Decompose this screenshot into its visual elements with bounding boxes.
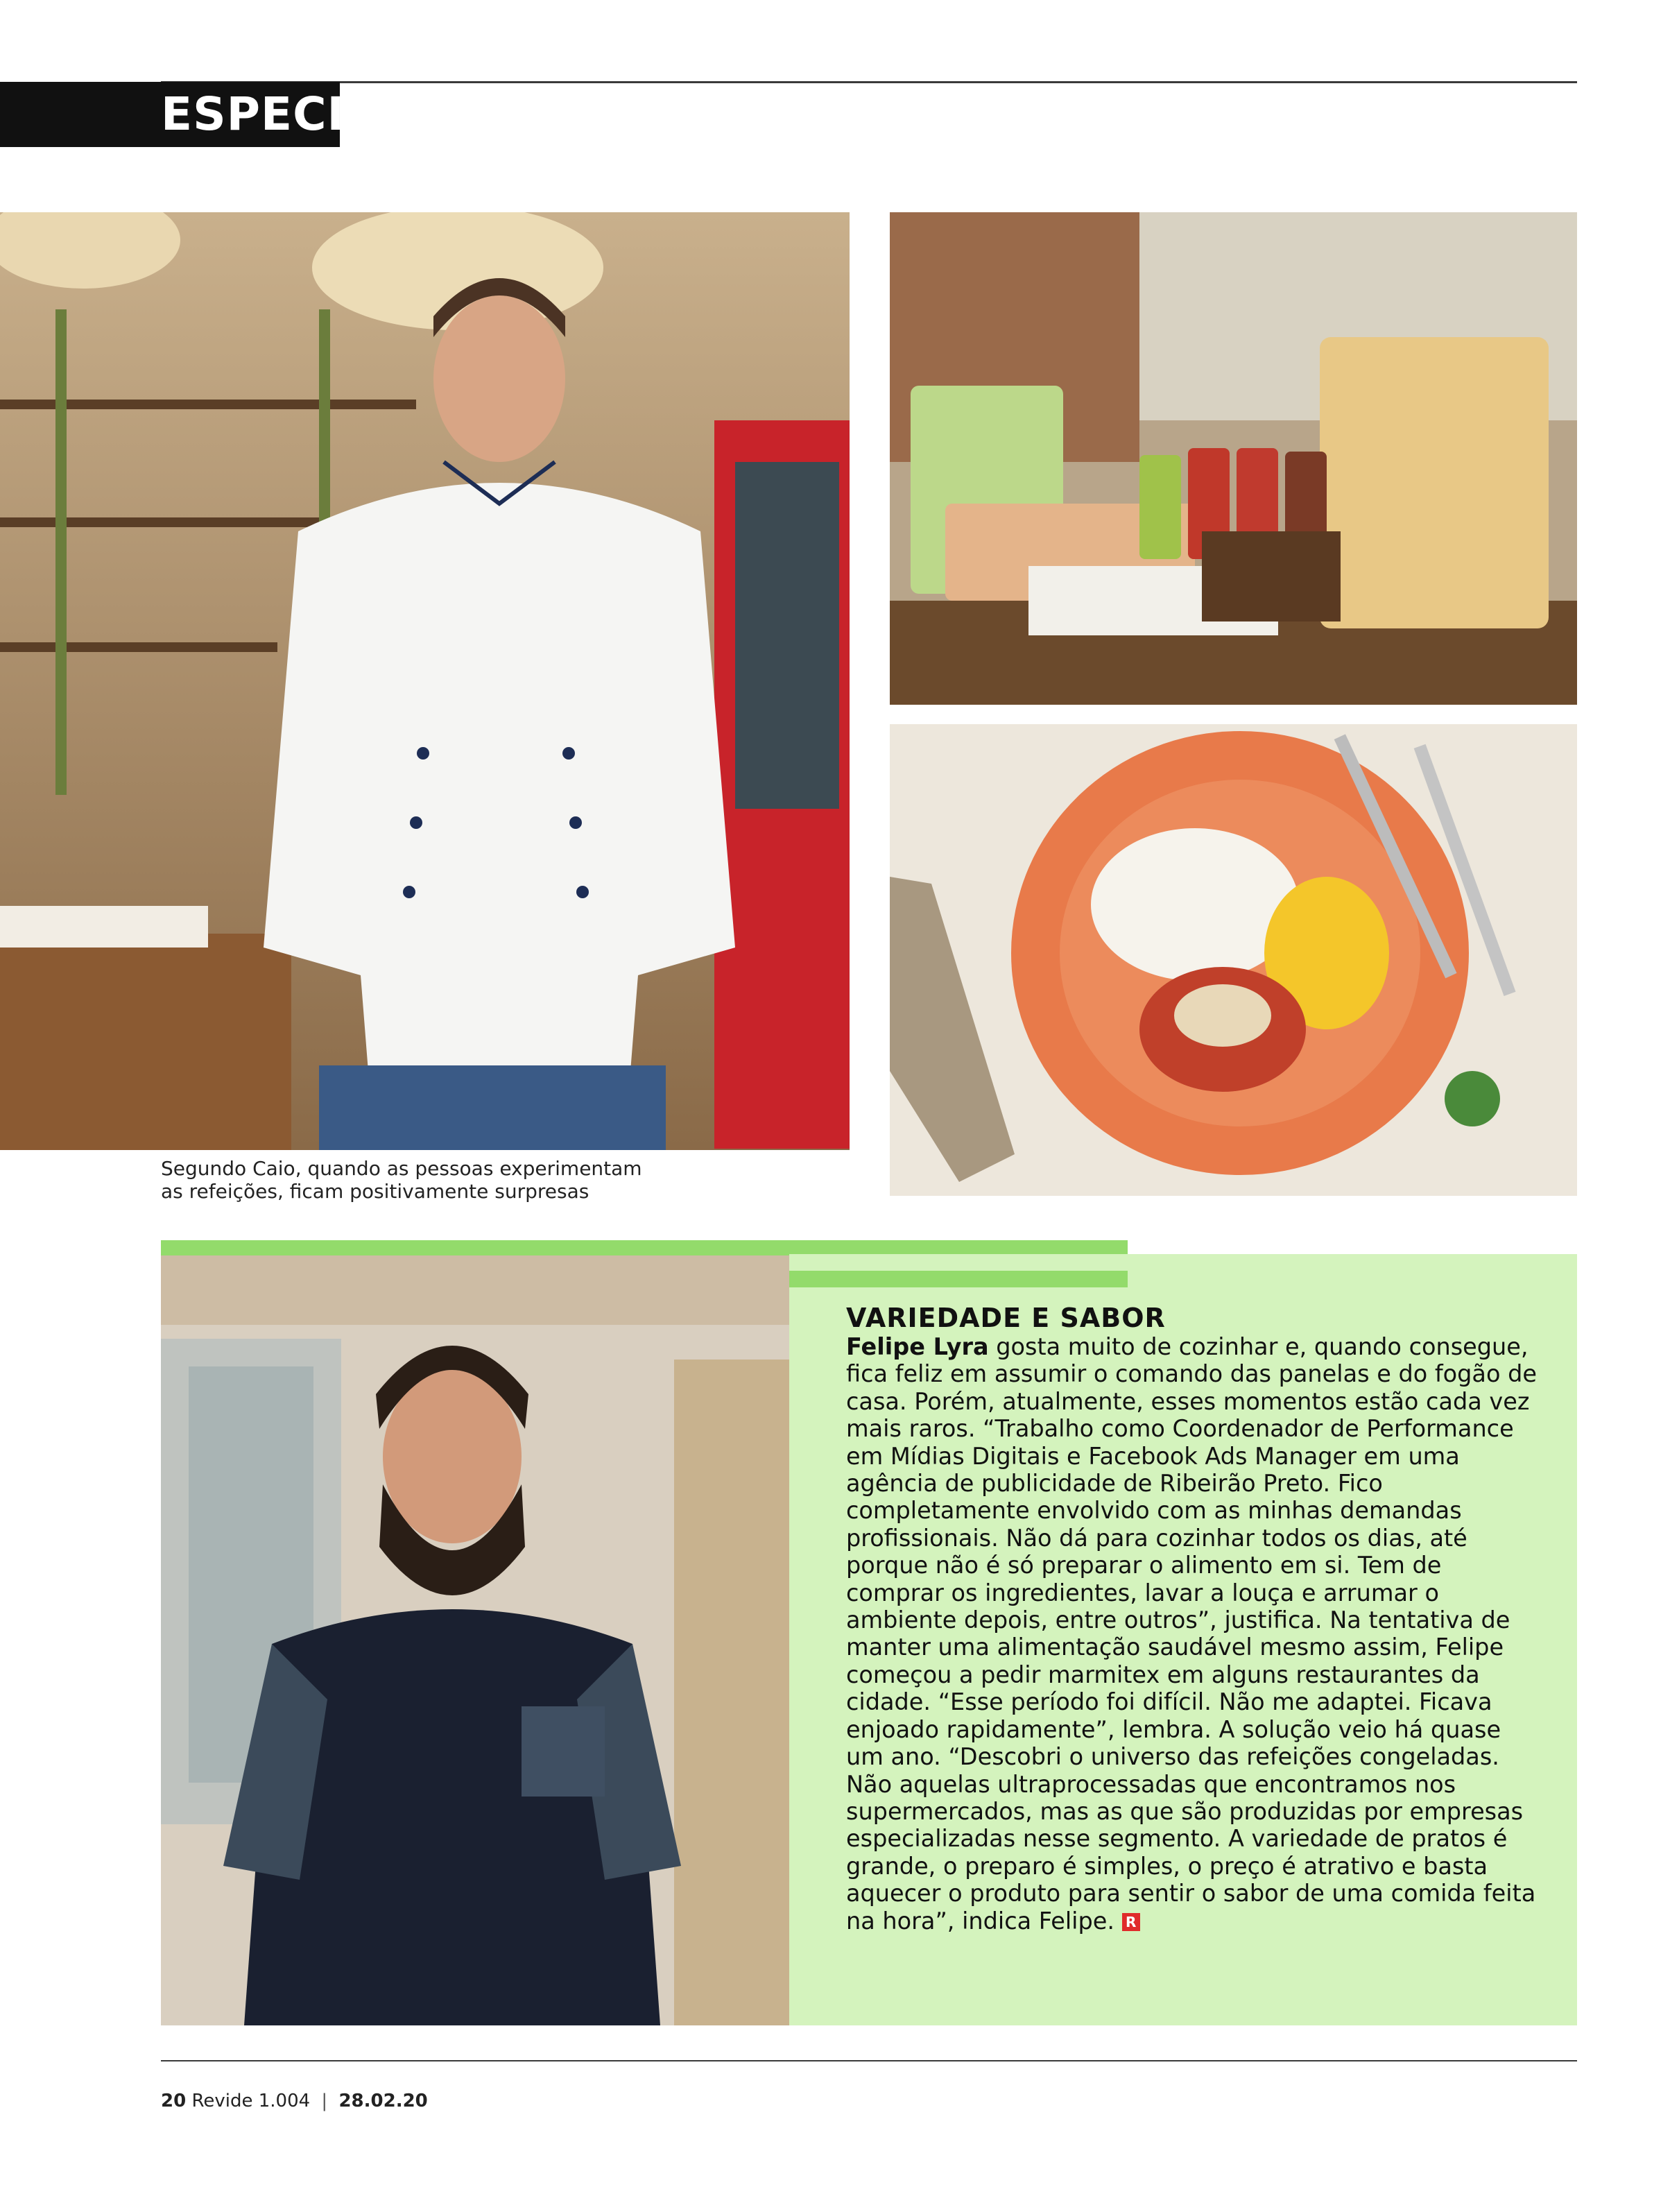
article-body-text: gosta muito de cozinhar e, quando consegue, fica feliz em assumir o comando das panelas e do fogão de casa. Porém, atualmente, esses momentos estão cada vez mais raros. “Trabalho como Coordenador de Performance em Mídias Digitais e Facebook Ads Manager em uma agência de publicidade de Ribeirão Preto. Fico completamente envolvido com as minhas demandas profissionais. Não dá para cozinhar todos os dias, até porque não é só preparar o alimento em si. Tem de comprar os ingredientes, lavar a louça e arrumar o ambiente depois, entre outros”, justifica. Na tentativa de manter uma alimentação saudável mesmo assim, Felipe começou a pedir marmitex em alguns restaurantes da cidade. “Esse período foi difícil. Não me adaptei. Ficava enjoado rapidamente”, lembra. A solução veio há quase um ano. “Descobri o universo das refeições congeladas. Não aquelas ultraprocessadas que encontramos nos supermercados, mas as que são produzidas por empresas especializadas nesse segmento. A variedade de pratos é grande, o preparo é simples, o preço é atrativo e basta aquecer o produto para sentir o sabor de uma comida feita na hora”, indica Felipe.	[846, 1333, 1537, 1935]
article-lead-name: Felipe Lyra	[846, 1333, 989, 1360]
folio-separator: |	[321, 2091, 328, 2111]
bottom-rule	[161, 2060, 1577, 2061]
accent-bar	[161, 1240, 1128, 1255]
photo-caption: Segundo Caio, quando as pessoas experimentam as refeições, ficam positivamente surpresas	[161, 1157, 642, 1203]
plate-photo	[890, 724, 1577, 1196]
products-photo	[890, 212, 1577, 705]
article-box	[789, 1254, 1577, 2025]
felipe-photo	[161, 1255, 789, 2025]
magazine-issue: Revide 1.004	[191, 2091, 311, 2111]
article-inner	[846, 1303, 1540, 1935]
issue-date: 28.02.20	[338, 2091, 428, 2111]
article-heading: VARIEDADE E SABOR	[846, 1303, 1166, 1333]
page-number: 20	[161, 2091, 187, 2111]
article-body	[846, 1333, 1540, 1935]
end-mark-icon: R	[1122, 1913, 1140, 1931]
accent-bar-secondary	[789, 1271, 1128, 1287]
chef-photo	[0, 212, 850, 1150]
page-folio	[161, 2091, 428, 2111]
section-tag: ESPECIAL	[0, 82, 340, 147]
